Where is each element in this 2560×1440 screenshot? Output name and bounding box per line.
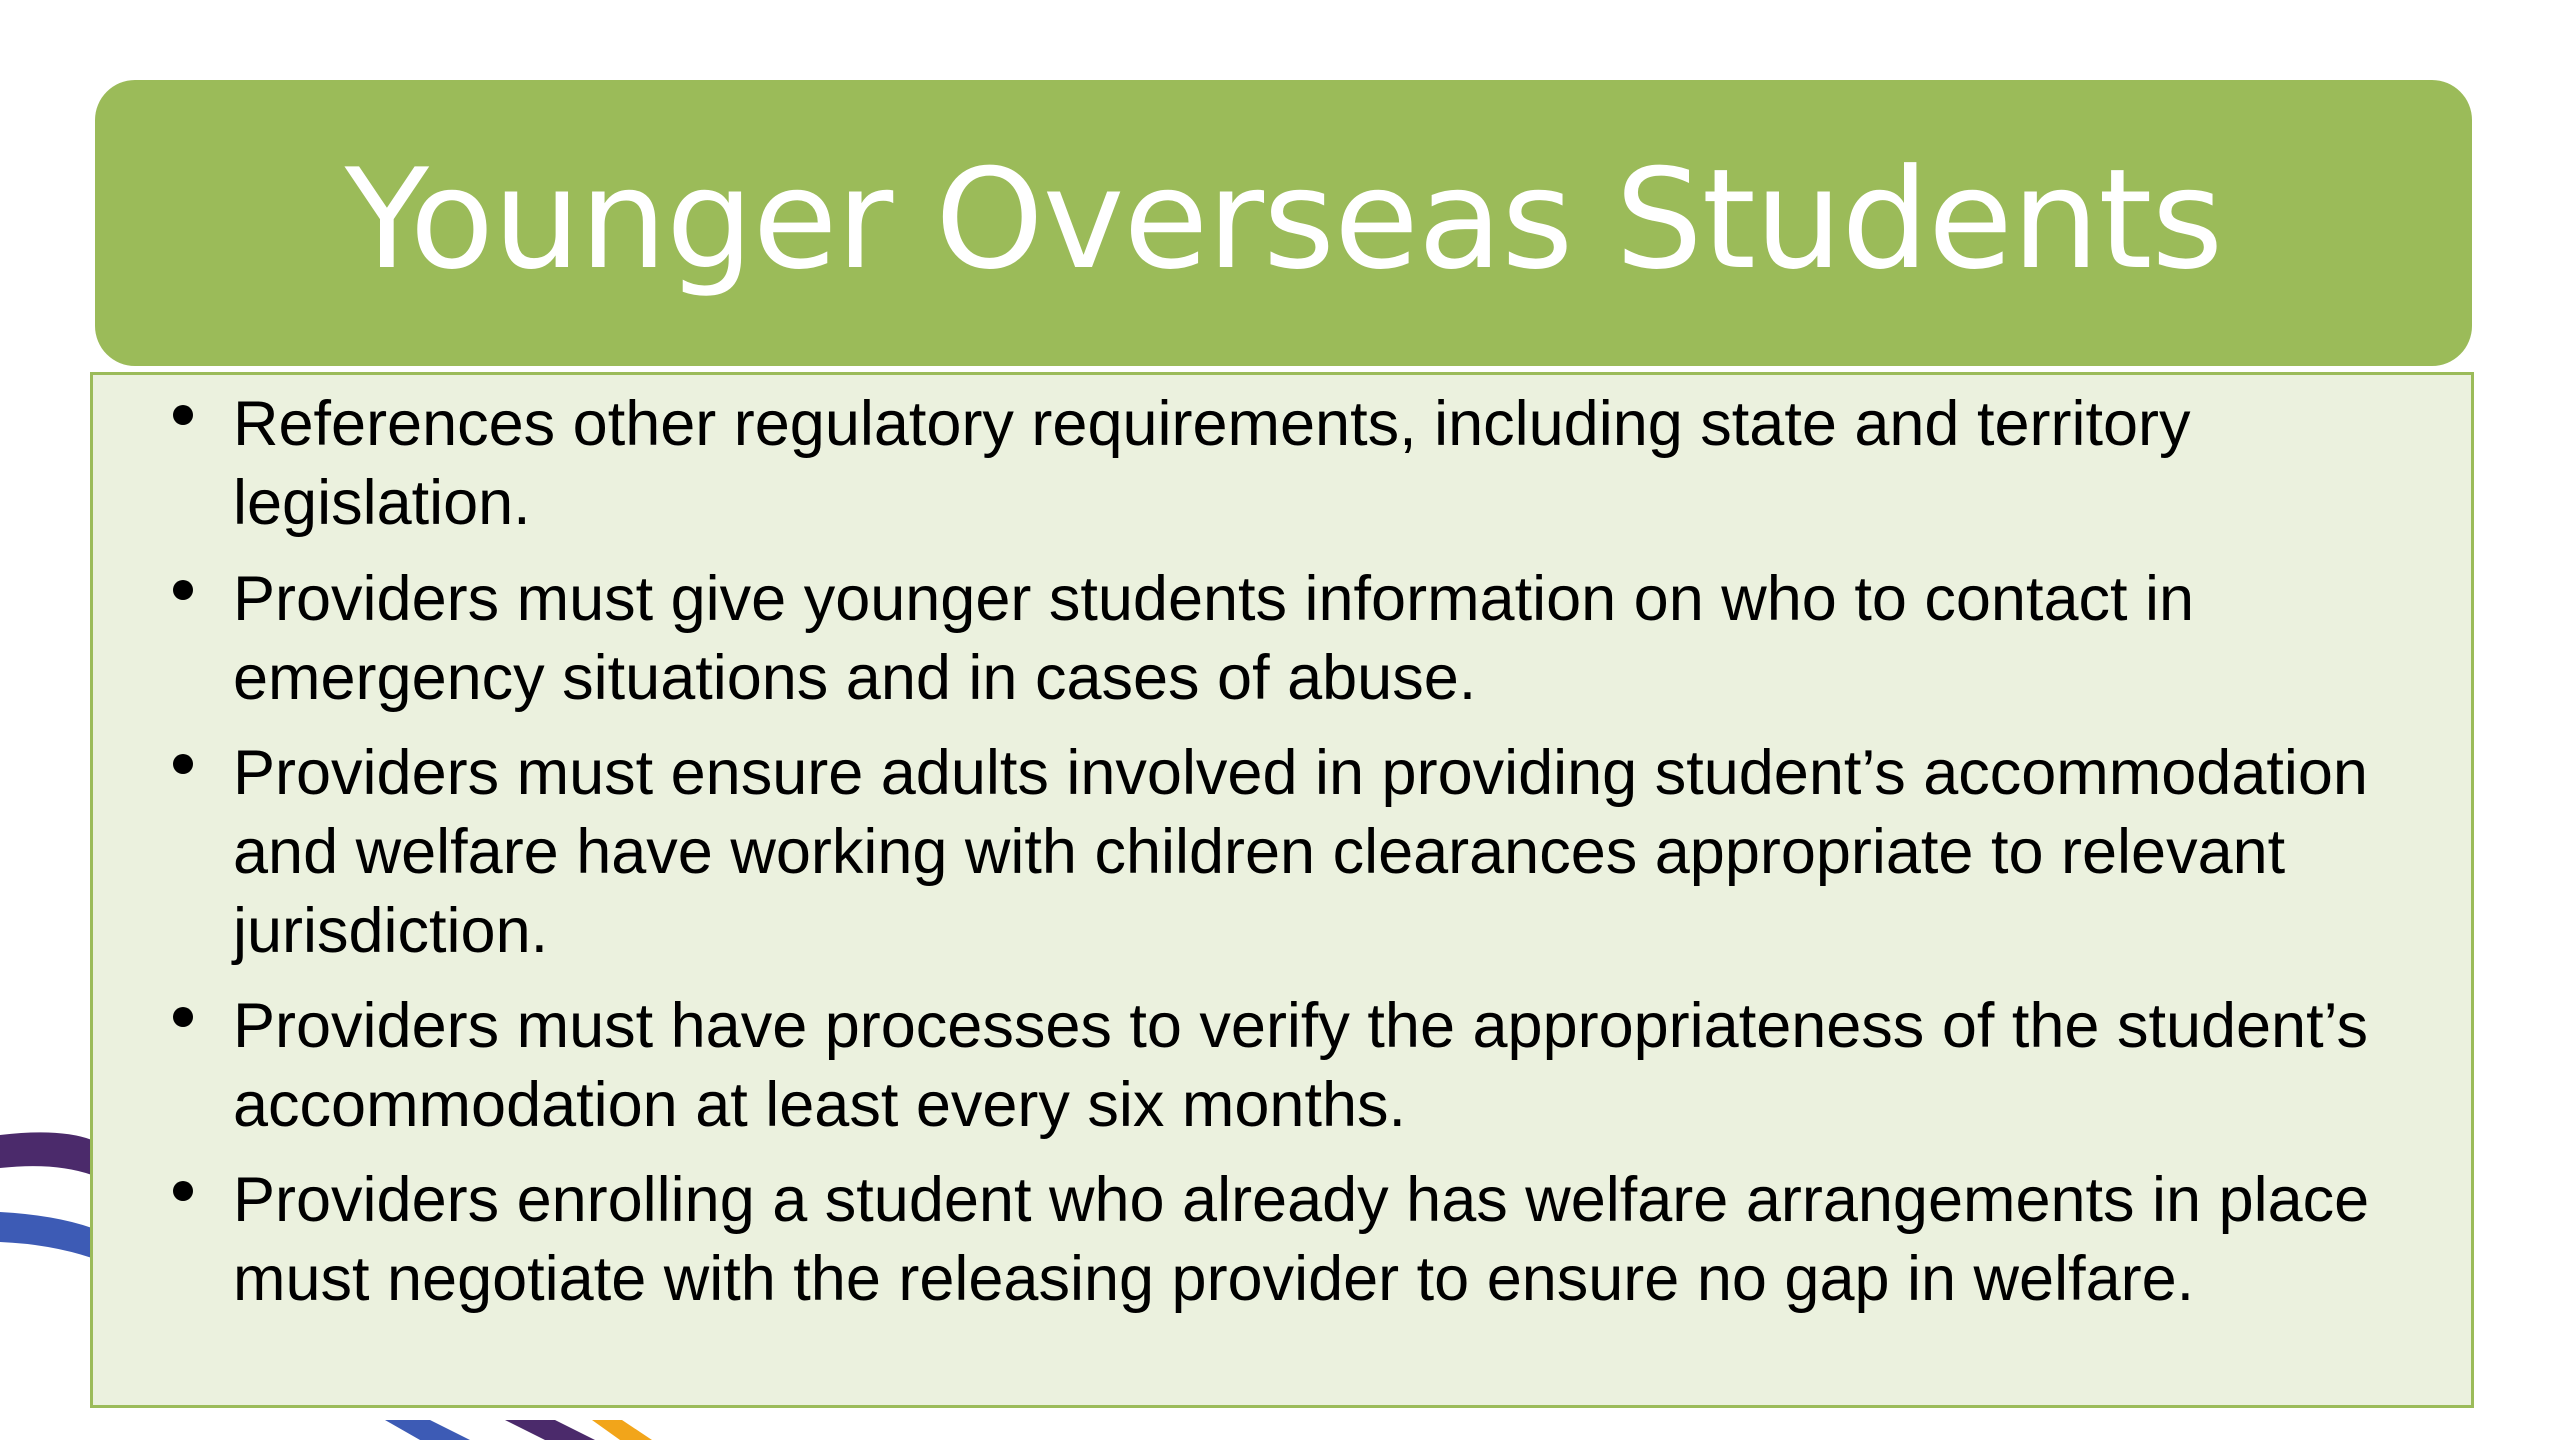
- slide-title: Younger Overseas Students: [344, 139, 2223, 300]
- blue-swoosh-left: [0, 1212, 92, 1258]
- bullet-text: Providers must ensure adults involved in providing student’s accommodation and welfare have working with children clearances appropriate to relevant jurisdiction.: [233, 738, 2368, 966]
- content-panel: [90, 372, 2474, 1408]
- title-banner: [95, 80, 2472, 366]
- bullet-text: References other regulatory requirements, including state and territory legislation.: [233, 389, 2191, 538]
- orange-swoosh-bottom: [592, 1420, 652, 1440]
- bullet-icon: [173, 754, 193, 774]
- bullet-text: Providers enrolling a student who already has welfare arrangements in place must negotiate with the releasing provider to ensure no gap in welfare.: [233, 1165, 2370, 1314]
- bullet-text: Providers must give younger students information on who to contact in emergency situations and in cases of abuse.: [233, 564, 2195, 713]
- bullet-icon: [173, 1007, 193, 1027]
- bullet-icon: [173, 405, 193, 425]
- purple-swoosh-bottom: [505, 1420, 595, 1440]
- bullet-icon: [173, 580, 193, 600]
- bullet-text: Providers must have processes to verify the appropriateness of the student’s accommodation at least every six months.: [233, 991, 2368, 1140]
- bullet-icon: [173, 1181, 193, 1201]
- blue-swoosh-bottom: [385, 1420, 470, 1440]
- purple-swoosh-left: [0, 1132, 92, 1175]
